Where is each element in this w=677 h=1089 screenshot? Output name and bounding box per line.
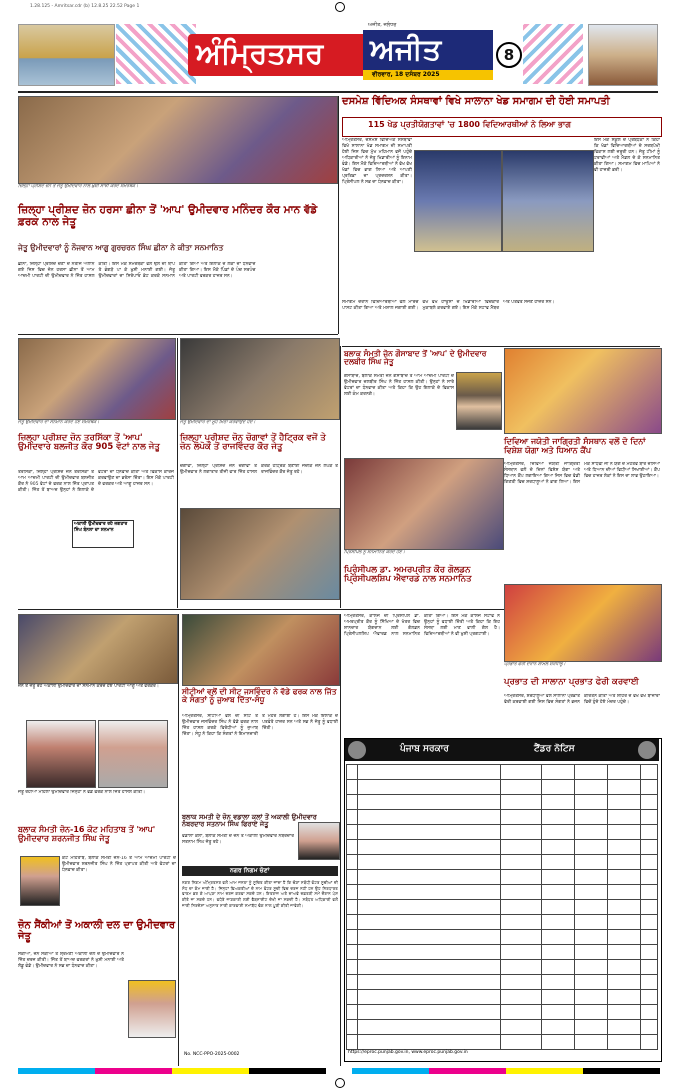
color-calibration-bar <box>18 1068 660 1074</box>
satnam-singh-portrait <box>298 822 340 860</box>
tarsikka-headline: ਜ਼ਿਲ੍ਹਾ ਪ੍ਰੀਸ਼ਦ ਜ਼ੋਨ ਤਰਸਿੱਕਾ ਤੋਂ 'ਆਪ' ਉਮੀਦਵਾਰ ਬਲਜੀਤ ਕੌਰ 905 ਵੋਟਾਂ ਨਾਲ ਜੇਤੂ <box>18 433 160 453</box>
column-rule-1 <box>338 96 339 334</box>
akali-candidate-portrait <box>128 980 176 1038</box>
left-main-body: ਛੀਨਾ, ਜ਼ਿਲ੍ਹਾ ਪ੍ਰੀਸ਼ਦ ਚੋਣਾਂ ਦੇ ਨਤੀਜੇ ਐਲਾਨੇ ਗਏ ਜਿਸ ਵਿਚ ਜ਼ੋਨ ਹਰਸਾ ਛੀਨਾ ਤੋਂ ਆਮ ਆਦਮੀ ਪਾਰਟੀ ਦੀ ਉਮੀਦਵਾਰ ਨੇ ਜਿੱਤ ਹਾਸਲ ਕੀਤੀ। ਇਸ ਮੌਕੇ ਸਮਰਥਕਾਂ ਵਲੋਂ ਢੋਲ ਦੀ ਥਾਪ ਤੇ ਭੰਗੜੇ ਪਾ ਕੇ ਖ਼ੁਸ਼ੀ ਮਨਾਈ ਗਈ। ਜੇਤੂ ਉਮੀਦਵਾਰਾਂ ਦਾ ਸਿਰੋਪਾਓ ਭੇਟ ਕਰਕੇ ਸਨਮਾਨ ਕੀਤਾ ਗਿਆ ਅਤੇ ਇਲਾਕੇ ਦੇ ਲੋਕਾਂ ਦਾ ਧੰਨਵਾਦ ਕੀਤਾ ਗਿਆ। ਇਸ ਮੌਕੇ ਪਿੰਡਾਂ ਦੇ ਪੰਚ ਸਰਪੰਚ ਅਤੇ ਪਾਰਟੀ ਵਰਕਰ ਹਾਜ਼ਰ ਸਨ। <box>18 262 256 280</box>
masthead <box>18 22 658 90</box>
prabhatferi-body: ਅੰਮ੍ਰਿਤਸਰ, ਸ਼ਰਧਾਲੂਆਂ ਵਲੋਂ ਸਾਲਾਨਾ ਪ੍ਰਭਾਤ ਫੇਰੀ ਕਰਵਾਈ ਗਈ ਜਿਸ ਵਿਚ ਸੰਗਤਾਂ ਨੇ ਭਜਨ ਕੀਰਤਨ ਕੀਤਾ ਅਤੇ ਸ਼ਹਿਰ ਦੇ ਵੱਖ ਵੱਖ ਬਾਜ਼ਾਰਾਂ ਵਿਚੋਂ ਹੁੰਦੇ ਹੋਏ ਮੰਦਰ ਪਹੁੰਚੇ। <box>504 694 660 706</box>
top-right-headline: ਦਸਮੇਸ਼ ਵਿੱਦਿਅਕ ਸੰਸਥਾਵਾਂ ਵਿਖੇ ਸਾਲਾਨਾ ਖੇਡ ਸਮਾਗਮ ਦੀ ਹੋਈ ਸਮਾਪਤੀ <box>342 96 610 107</box>
prabhatferi-caption: ਪ੍ਰਭਾਤ ਫੇਰੀ ਦੌਰਾਨ ਸ਼ਾਮਲ ਸ਼ਰਧਾਲੂ। <box>504 662 566 667</box>
clock-tower-image <box>588 24 658 86</box>
award-caption: ਪ੍ਰਿੰਸੀਪਲ ਨੂੰ ਸਨਮਾਨਿਤ ਕਰਦੇ ਹੋਏ। <box>344 550 405 555</box>
badge-text: ਅਕਾਲੀ ਉਮੀਦਵਾਰ ਰਹੇ ਜਗਤਾਰ ਸਿੰਘ ਬੰਨਲਾ ਦਾ ਸਨਮਾਨ <box>74 522 128 533</box>
award-ceremony-photo <box>344 458 504 550</box>
section-rule-2b <box>342 346 660 347</box>
sports-ceremony-photo <box>414 150 502 252</box>
tender-header-bar <box>345 739 659 761</box>
table-row <box>347 1020 658 1035</box>
seats-headline: ਸੀਟੀਆਂ ਵਲੋਂ ਦੀ ਸੀਟ ਜਸਵਿੰਦਰ ਨੇ ਵੱਡੇ ਫਰਕ ਨਾਲ ਜਿੱਤ ਕੇ ਸੰਗਤਾਂ ਨੂੰ ਜੁਆਬ ਦਿੱਤਾ-ਸੰਧੂ <box>182 687 337 705</box>
bloc16-headline: ਬਲਾਕ ਸੰਮਤੀ ਜ਼ੋਨ-16 ਕੋਟ ਮਹਿਤਾਬ ਤੋਂ 'ਆਪ' ਉਮੀਦਵਾਰ ਸ਼ਰਨਜੀਤ ਸਿੰਘ ਜੇਤੂ <box>18 825 156 843</box>
govt-logo-icon <box>638 741 656 759</box>
tender-table <box>346 764 658 1050</box>
tagline: ਅਜੀਤ, ਜਲੰਧਰ <box>368 22 397 28</box>
sports-team-photo <box>502 150 594 252</box>
masthead-ornament-right <box>523 24 583 84</box>
column-rule-3 <box>340 346 341 608</box>
top-right-subhead: 115 ਖੇਡ ਪ੍ਰਤੀਯੋਗਤਾਵਾਂ 'ਚ 1800 ਵਿਦਿਆਰਥੀਆਂ ਨੇ ਲਿਆ ਭਾਗ <box>368 120 571 129</box>
left-main-headline: ਜ਼ਿਲ੍ਹਾ ਪ੍ਰੀਸ਼ਦ ਜ਼ੋਨ ਹਰਸਾ ਛੀਨਾ ਤੋਂ 'ਆਪ' ਉਮੀਦਵਾਰ ਮਨਿੰਦਰ ਕੌਰ ਮਾਨ ਵੱਡੇ ਫ਼ਰਕ ਨਾਲ ਜੇਤੂ <box>18 204 318 228</box>
women-candidates-caption: ਜੇਤੂ ਰਹੀਆਂ ਮਹਿਲਾ ਉਮੀਦਵਾਰ ਜਿਨ੍ਹਾਂ ਨੇ ਵੱਡੇ ਫਰਕ ਨਾਲ ਜਿੱਤ ਹਾਸਲ ਕੀਤੀ। <box>18 790 146 795</box>
main-photo-celebration <box>18 96 338 184</box>
top-right-body-right: ਇਸ ਮੌਕੇ ਸਕੂਲ ਦੇ ਪ੍ਰਬੰਧਕਾਂ ਨੇ ਕਿਹਾ ਕਿ ਖੇਡਾਂ ਵਿਦਿਆਰਥੀਆਂ ਦੇ ਸਰਬਪੱਖੀ ਵਿਕਾਸ ਲਈ ਜ਼ਰੂਰੀ ਹਨ। ਜੇਤੂ ਟੀਮਾਂ ਨੂੰ ਟਰਾਫੀਆਂ ਅਤੇ ਮੈਡਲ ਦੇ ਕੇ ਸਨਮਾਨਿਤ ਕੀਤਾ ਗਿਆ। ਸਮਾਗਮ ਵਿਚ ਮਾਪਿਆਂ ਨੇ ਵੀ ਹਾਜ਼ਰੀ ਭਰੀ। <box>594 138 660 174</box>
chogawan-body: ਚੋਗਾਵਾਂ, ਜ਼ਿਲ੍ਹਾ ਪ੍ਰੀਸ਼ਦ ਜ਼ੋਨ ਚੋਗਾਵਾਂ ਤੋਂ ਉਮੀਦਵਾਰ ਨੇ ਲਗਾਤਾਰ ਤੀਜੀ ਵਾਰ ਜਿੱਤ ਹਾਸਲ ਕਰਕੇ ਹੈਟ੍ਰਿਕ ਬਣਾਈ ਜਦਕਿ ਜ਼ੋਨ ਲੋਪੋਕੇ ਤੋਂ ਰਾਜਵਿੰਦਰ ਕੌਰ ਜੇਤੂ ਰਹੇ। <box>180 464 338 476</box>
title-part2: ਅਜੀਤ <box>370 32 442 66</box>
principal-body: ਅੰਮ੍ਰਿਤਸਰ, ਕਾਲਜ ਦੀ ਪ੍ਰਿੰਸੀਪਲ ਡਾ. ਅਮਰਪ੍ਰੀਤ ਕੌਰ ਨੂੰ ਸਿੱਖਿਆ ਦੇ ਖੇਤਰ ਵਿਚ ਸ਼ਾਨਦਾਰ ਯੋਗਦਾਨ ਲਈ ਗੋਲਡਨ ਪ੍ਰਿੰਸੀਪਲਸ਼ਿਪ ਐਵਾਰਡ ਨਾਲ ਸਨਮਾਨਿਤ ਕੀਤਾ ਗਿਆ। ਇਸ ਮੌਕੇ ਕਾਲਜ ਸਟਾਫ ਨੇ ਉਨ੍ਹਾਂ ਨੂੰ ਵਧਾਈ ਦਿੱਤੀ ਅਤੇ ਕਿਹਾ ਕਿ ਇਹ ਸੰਸਥਾ ਲਈ ਮਾਣ ਵਾਲੀ ਗੱਲ ਹੈ। ਵਿਦਿਆਰਥੀਆਂ ਨੇ ਵੀ ਖ਼ੁਸ਼ੀ ਪ੍ਰਗਟਾਈ। <box>344 614 500 638</box>
bloc-samiti-headline: ਬਲਾਕ ਸੰਮਤੀ ਜ਼ੋਨ ਗੌਸਾਬਾਦ ਤੋਂ 'ਆਪ' ਦੇ ਉਮੀਦਵਾਰ ਦਲਬੀਰ ਸਿੰਘ ਜੇਤੂ <box>344 349 487 367</box>
principal-headline: ਪ੍ਰਿੰਸੀਪਲ ਡਾ. ਅਮਰਪ੍ਰੀਤ ਕੌਰ ਗੋਲਡਨ ਪ੍ਰਿੰਸੀਪਲਸ਼ਿਪ ਐਵਾਰਡ ਨਾਲ ਸਨਮਾਨਿਤ <box>344 565 472 585</box>
section-rule-2 <box>18 334 338 335</box>
column-rule-4 <box>178 614 179 1066</box>
tarsikka-body: ਤਰਸਿੱਕਾ, ਜ਼ਿਲ੍ਹਾ ਪ੍ਰੀਸ਼ਦ ਜ਼ੋਨ ਤਰਸਿੱਕਾ ਤੋਂ ਆਮ ਆਦਮੀ ਪਾਰਟੀ ਦੀ ਉਮੀਦਵਾਰ ਬਲਜੀਤ ਕੌਰ ਨੇ 905 ਵੋਟਾਂ ਦੇ ਫਰਕ ਨਾਲ ਜਿੱਤ ਪ੍ਰਾਪਤ ਕੀਤੀ। ਜਿੱਤ ਤੋਂ ਬਾਅਦ ਉਨ੍ਹਾਂ ਨੇ ਇਲਾਕੇ ਦੇ ਵੋਟਰਾਂ ਦਾ ਧੰਨਵਾਦ ਕੀਤਾ ਅਤੇ ਵਿਕਾਸ ਕਾਰਜ ਕਰਵਾਉਣ ਦਾ ਭਰੋਸਾ ਦਿੱਤਾ। ਇਸ ਮੌਕੇ ਪਾਰਟੀ ਦੇ ਵਰਕਰ ਅਤੇ ਆਗੂ ਹਾਜ਼ਰ ਸਨ। <box>18 470 174 494</box>
table-row <box>347 1005 658 1020</box>
notice-body: ਨਗਰ ਨਿਗਮ ਅੰਮ੍ਰਿਤਸਰ ਵਲੋਂ ਆਮ ਜਨਤਾ ਨੂੰ ਸੂਚਿਤ ਕੀਤਾ ਜਾਂਦਾ ਹੈ ਕਿ ਚੋਣਾਂ ਸਬੰਧੀ ਵੋਟਰ ਸੂਚੀਆਂ ਦੀ ਸੋਧ ਦਾ ਕੰਮ ਜਾਰੀ ਹੈ। ਜਿਨ੍ਹਾਂ ਵਿਅਕਤੀਆਂ ਦੇ ਨਾਮ ਵੋਟਰ ਸੂਚੀ ਵਿਚ ਦਰਜ ਨਹੀਂ ਹਨ ਉਹ ਨਿਰਧਾਰਤ ਫਾਰਮ ਭਰ ਕੇ ਆਪਣਾ ਨਾਮ ਦਰਜ ਕਰਵਾ ਸਕਦੇ ਹਨ। ਇਤਰਾਜ਼ ਅਤੇ ਦਾਅਵੇ ਦਫ਼ਤਰੀ ਸਮੇਂ ਦੌਰਾਨ ਪੇਸ਼ ਕੀਤੇ ਜਾ ਸਕਦੇ ਹਨ। ਵਧੇਰੇ ਜਾਣਕਾਰੀ ਲਈ ਵੈਬਸਾਈਟ ਦੇਖੀ ਜਾ ਸਕਦੀ ਹੈ। ਸਬੰਧਤ ਅਧਿਕਾਰੀ ਵਲੋਂ ਜਾਰੀ ਨਿਰਦੇਸ਼ਾਂ ਅਨੁਸਾਰ ਸਾਰੀ ਕਾਰਵਾਈ ਸਮਾਂਬੱਧ ਢੰਗ ਨਾਲ ਪੂਰੀ ਕੀਤੀ ਜਾਵੇਗੀ। <box>182 880 338 908</box>
table-header-row <box>347 765 658 780</box>
chogawan-photo-2 <box>180 508 340 600</box>
print-slug: 1.28.125 - Amritsar.cdr (b) 12.8.25 22.52 Page 1 <box>30 4 140 9</box>
bottom-left-body: ਸੈਂਕੀਆਂ, ਜ਼ੋਨ ਸੈਂਕੀਆਂ ਤੋਂ ਸ਼੍ਰੋਮਣੀ ਅਕਾਲੀ ਦਲ ਦੇ ਉਮੀਦਵਾਰ ਨੇ ਜਿੱਤ ਦਰਜ ਕੀਤੀ। ਜਿੱਤ ਤੋਂ ਬਾਅਦ ਵਰਕਰਾਂ ਨੇ ਖ਼ੁਸ਼ੀ ਮਨਾਈ ਅਤੇ ਲੱਡੂ ਵੰਡੇ। ਉਮੀਦਵਾਰ ਨੇ ਸਭ ਦਾ ਧੰਨਵਾਦ ਕੀਤਾ। <box>18 952 124 970</box>
chogawan-caption: ਜੇਤੂ ਉਮੀਦਵਾਰ ਦਾ ਮੂੰਹ ਮਿੱਠਾ ਕਰਵਾਉਂਦੇ ਹੋਏ। <box>180 420 256 425</box>
yoga-camp-photo <box>504 348 662 434</box>
left-main-subhead: ਜੇਤੂ ਉਮੀਦਵਾਰਾਂ ਨੂੰ ਨੌਜਵਾਨ ਆਗੂ ਗੁਰਚਰਨ ਸਿੰਘ ਛੀਨਾ ਨੇ ਕੀਤਾ ਸਨਮਾਨਿਤ <box>18 243 224 252</box>
table-row <box>347 810 658 825</box>
notice-header: ਨਗਰ ਨਿਗਮ ਚੋਣਾਂ <box>230 867 270 874</box>
table-row <box>347 870 658 885</box>
divya-headline: ਦਿਵਿਆ ਜਯੋਤੀ ਜਾਗ੍ਰਿਤੀ ਸੰਸਥਾਨ ਵਲੋਂ ਦੋ ਦਿਨਾਂ ਵਿਸ਼ੇਸ਼ ਯੋਗਾ ਅਤੇ ਧਿਆਨ ਕੈਂਪ <box>504 437 646 455</box>
tarsikka-photo <box>18 338 176 420</box>
table-row <box>347 795 658 810</box>
divya-body: ਅੰਮ੍ਰਿਤਸਰ, ਦਿਵਿਆ ਜਯੋਤੀ ਜਾਗ੍ਰਿਤੀ ਸੰਸਥਾਨ ਵਲੋਂ ਦੋ ਦਿਨਾਂ ਵਿਸ਼ੇਸ਼ ਯੋਗਾ ਅਤੇ ਧਿਆਨ ਕੈਂਪ ਲਗਾਇਆ ਗਿਆ ਜਿਸ ਵਿਚ ਵੱਡੀ ਗਿਣਤੀ ਵਿਚ ਸ਼ਰਧਾਲੂਆਂ ਨੇ ਭਾਗ ਲਿਆ। ਇਸ ਮੌਕੇ ਸਾਧਵੀ ਜੀ ਨੇ ਯੋਗ ਦੇ ਮਹੱਤਵ ਬਾਰੇ ਦੱਸਿਆ ਅਤੇ ਧਿਆਨ ਦੀਆਂ ਵਿਧੀਆਂ ਸਿਖਾਈਆਂ। ਕੈਂਪ ਵਿਚ ਹਾਜ਼ਰ ਲੋਕਾਂ ਨੇ ਇਸ ਦਾ ਲਾਭ ਉਠਾਇਆ। <box>504 462 660 486</box>
table-row <box>347 885 658 900</box>
table-row <box>347 780 658 795</box>
date: ਵੀਰਵਾਰ, 18 ਦਸੰਬਰ 2025 <box>372 71 440 78</box>
table-row <box>347 840 658 855</box>
prabhatferi-photo <box>504 584 662 662</box>
mid-small-headline: ਬਲਾਕ ਸਮਤੀ ਦੇ ਜ਼ੋਨ ਵਡਾਲਾ ਕਲਾਂ ਤੋਂ ਅਕਾਲੀ ਉਮੀਦਵਾਰ ਨੰਬਰਦਾਰ ਸਤਨਾਮ ਸਿੰਘ ਫਿਰਾਏ ਜੇਤੂ <box>182 813 317 829</box>
table-row <box>347 825 658 840</box>
page-number: 8 <box>496 42 522 68</box>
registration-mark-bottom <box>335 1078 345 1088</box>
table-row <box>347 975 658 990</box>
table-row <box>347 990 658 1005</box>
woman-candidate-2 <box>98 720 168 788</box>
tender-footer: https://eproc.punjab.gov.in, www.eproc.punjab.gov.in <box>348 1050 468 1055</box>
table-row <box>347 900 658 915</box>
table-row <box>347 1035 658 1050</box>
bottom-left-headline: ਜ਼ੋਨ ਸੈਂਕੀਆਂ ਤੋਂ ਅਕਾਲੀ ਦਲ ਦਾ ਉਮੀਦਵਾਰ ਜੇਤੂ <box>18 920 176 942</box>
main-photo-caption: ਜ਼ਿਲ੍ਹਾ ਪ੍ਰੀਸ਼ਦ ਜ਼ੋਨ ਤੋਂ ਜੇਤੂ ਉਮੀਦਵਾਰ ਨਾਲ ਖ਼ੁਸ਼ੀ ਸਾਂਝੀ ਕਰਦੇ ਸਮਰਥਕ। <box>18 184 139 189</box>
table-row <box>347 960 658 975</box>
masthead-rule <box>18 91 658 93</box>
chogawan-headline: ਜ਼ਿਲ੍ਹਾ ਪ੍ਰੀਸ਼ਦ ਜ਼ੋਨ ਚੋਗਾਵਾਂ ਤੋਂ ਹੈਟ੍ਰਿਕ ਵਜੋਂ ਤੇ ਜ਼ੋਨ ਲੋਪੋਕੇ ਤੋਂ ਰਾਜਵਿੰਦਰ ਕੌਰ ਜੇਤੂ <box>180 433 326 453</box>
title-part1: ਅੰਮ੍ਰਿਤਸਰ <box>196 36 324 70</box>
chogawan-photo <box>180 338 340 420</box>
tarsikka-caption: ਜੇਤੂ ਉਮੀਦਵਾਰ ਦਾ ਸਨਮਾਨ ਕਰਦੇ ਹੋਏ ਸਮਰਥਕ। <box>18 420 100 425</box>
column-rule-2 <box>177 338 178 608</box>
column-rule-5 <box>340 614 341 1066</box>
prabhatferi-headline: ਪ੍ਰਭਾਤ ਦੀ ਸਾਲਾਨਾ ਪ੍ਰਭਾਤ ਫੇਰੀ ਕਰਵਾਈ <box>504 677 639 687</box>
golden-temple-image <box>18 24 115 86</box>
top-right-body-left: ਅੰਮ੍ਰਿਤਸਰ, ਦਸਮੇਸ਼ ਵਿੱਦਿਅਕ ਸੰਸਥਾਵਾਂ ਵਿਖੇ ਸਾਲਾਨਾ ਖੇਡ ਸਮਾਗਮ ਦੀ ਸਮਾਪਤੀ ਹੋਈ ਜਿਸ ਵਿਚ ਮੁੱਖ ਮਹਿਮਾਨ ਵਜੋਂ ਪਹੁੰਚੇ ਅਧਿਕਾਰੀਆਂ ਨੇ ਜੇਤੂ ਖਿਡਾਰੀਆਂ ਨੂੰ ਇਨਾਮ ਵੰਡੇ। ਇਸ ਮੌਕੇ ਵਿਦਿਆਰਥੀਆਂ ਨੇ ਵੱਖ ਵੱਖ ਖੇਡਾਂ ਵਿਚ ਭਾਗ ਲਿਆ ਅਤੇ ਆਪਣੀ ਪ੍ਰਤਿਭਾ ਦਾ ਪ੍ਰਦਰਸ਼ਨ ਕੀਤਾ। ਪ੍ਰਿੰਸੀਪਲ ਨੇ ਸਭ ਦਾ ਧੰਨਵਾਦ ਕੀਤਾ। <box>342 138 412 186</box>
table-row <box>347 945 658 960</box>
top-right-body-bottom: ਸਮਾਗਮ ਦੌਰਾਨ ਵਿਦਿਆਰਥੀਆਂ ਵਲੋਂ ਮਾਰਚ ਪਾਸਟ ਕੀਤਾ ਗਿਆ ਅਤੇ ਮਸ਼ਾਲ ਜਗਾਈ ਗਈ। ਵੱਖ ਵੱਖ ਹਾਊਸਾਂ ਦੇ ਖਿਡਾਰੀਆਂ ਵਿਚਕਾਰ ਮੁਕਾਬਲੇ ਕਰਵਾਏ ਗਏ। ਇਸ ਮੌਕੇ ਸਟਾਫ ਮੈਂਬਰ ਅਤੇ ਪਤਵੰਤੇ ਸੱਜਣ ਹਾਜ਼ਰ ਸਨ। <box>342 300 555 312</box>
dalbir-singh-portrait <box>456 372 502 430</box>
table-row <box>347 915 658 930</box>
tender-title: ਟੈਂਡਰ ਨੋਟਿਸ <box>534 744 575 754</box>
bloc-samiti-body: ਗੌਸਾਬਾਦ, ਬਲਾਕ ਸੰਮਤੀ ਜ਼ੋਨ ਗੌਸਾਬਾਦ ਤੋਂ ਆਮ ਆਦਮੀ ਪਾਰਟੀ ਦੇ ਉਮੀਦਵਾਰ ਦਲਬੀਰ ਸਿੰਘ ਨੇ ਜਿੱਤ ਹਾਸਲ ਕੀਤੀ। ਉਨ੍ਹਾਂ ਨੇ ਸਾਰੇ ਵੋਟਰਾਂ ਦਾ ਧੰਨਵਾਦ ਕੀਤਾ ਅਤੇ ਕਿਹਾ ਕਿ ਉਹ ਇਲਾਕੇ ਦੇ ਵਿਕਾਸ ਲਈ ਕੰਮ ਕਰਨਗੇ। <box>344 374 454 398</box>
notice-footer: No. NCC-PPO-2025-0002 <box>184 1052 240 1057</box>
sharanjit-portrait <box>20 856 60 906</box>
table-row <box>347 930 658 945</box>
seats-body: ਅੰਮ੍ਰਿਤਸਰ, ਸੀਟੀਆਂ ਵਲੋਂ ਦੀ ਸੀਟ ਤੋਂ ਉਮੀਦਵਾਰ ਜਸਵਿੰਦਰ ਸਿੰਘ ਨੇ ਵੱਡੇ ਫਰਕ ਨਾਲ ਜਿੱਤ ਹਾਸਲ ਕਰਕੇ ਵਿਰੋਧੀਆਂ ਨੂੰ ਜੁਆਬ ਦਿੱਤਾ। ਸੰਧੂ ਨੇ ਕਿਹਾ ਕਿ ਸੰਗਤਾਂ ਨੇ ਇਮਾਨਦਾਰੀ ਤੇ ਮੋਹਰ ਲਗਾਈ ਹੈ। ਇਸ ਮੌਕੇ ਇਲਾਕੇ ਦੇ ਪਤਵੰਤੇ ਹਾਜ਼ਰ ਸਨ ਅਤੇ ਸਭ ਨੇ ਜੇਤੂ ਨੂੰ ਵਧਾਈ ਦਿੱਤੀ। <box>182 714 338 738</box>
tender-left-label: ਪੰਜਾਬ ਸਰਕਾਰ <box>400 744 449 754</box>
masthead-ornament <box>116 24 196 84</box>
woman-candidate-1 <box>26 720 96 788</box>
table-row <box>347 855 658 870</box>
registration-mark-top <box>335 2 345 12</box>
bloc16-body: ਕੋਟ ਮਹਿਤਾਬ, ਬਲਾਕ ਸੰਮਤੀ ਜ਼ੋਨ-16 ਤੋਂ ਆਮ ਆਦਮੀ ਪਾਰਟੀ ਦੇ ਉਮੀਦਵਾਰ ਸ਼ਰਨਜੀਤ ਸਿੰਘ ਨੇ ਜਿੱਤ ਪ੍ਰਾਪਤ ਕੀਤੀ ਅਤੇ ਵੋਟਰਾਂ ਦਾ ਧੰਨਵਾਦ ਕੀਤਾ। <box>62 856 176 874</box>
mid-small-body: ਵਡਾਲਾ ਕਲਾਂ, ਬਲਾਕ ਸਮਤੀ ਦੇ ਜ਼ੋਨ ਤੋਂ ਅਕਾਲੀ ਉਮੀਦਵਾਰ ਨੰਬਰਦਾਰ ਸਤਨਾਮ ਸਿੰਘ ਜੇਤੂ ਰਹੇ। <box>182 834 294 846</box>
seats-photo <box>182 614 340 686</box>
candidate-group-photo <box>18 614 178 684</box>
punjab-emblem-icon <box>348 741 366 759</box>
candidate-honour-body: ਜ਼ੋਨ ਤੋਂ ਜੇਤੂ ਰਹੇ ਅਕਾਲੀ ਉਮੀਦਵਾਰ ਦਾ ਸਨਮਾਨ ਕਰਦੇ ਹੋਏ ਪਾਰਟੀ ਆਗੂ ਅਤੇ ਵਰਕਰ। <box>18 684 159 689</box>
